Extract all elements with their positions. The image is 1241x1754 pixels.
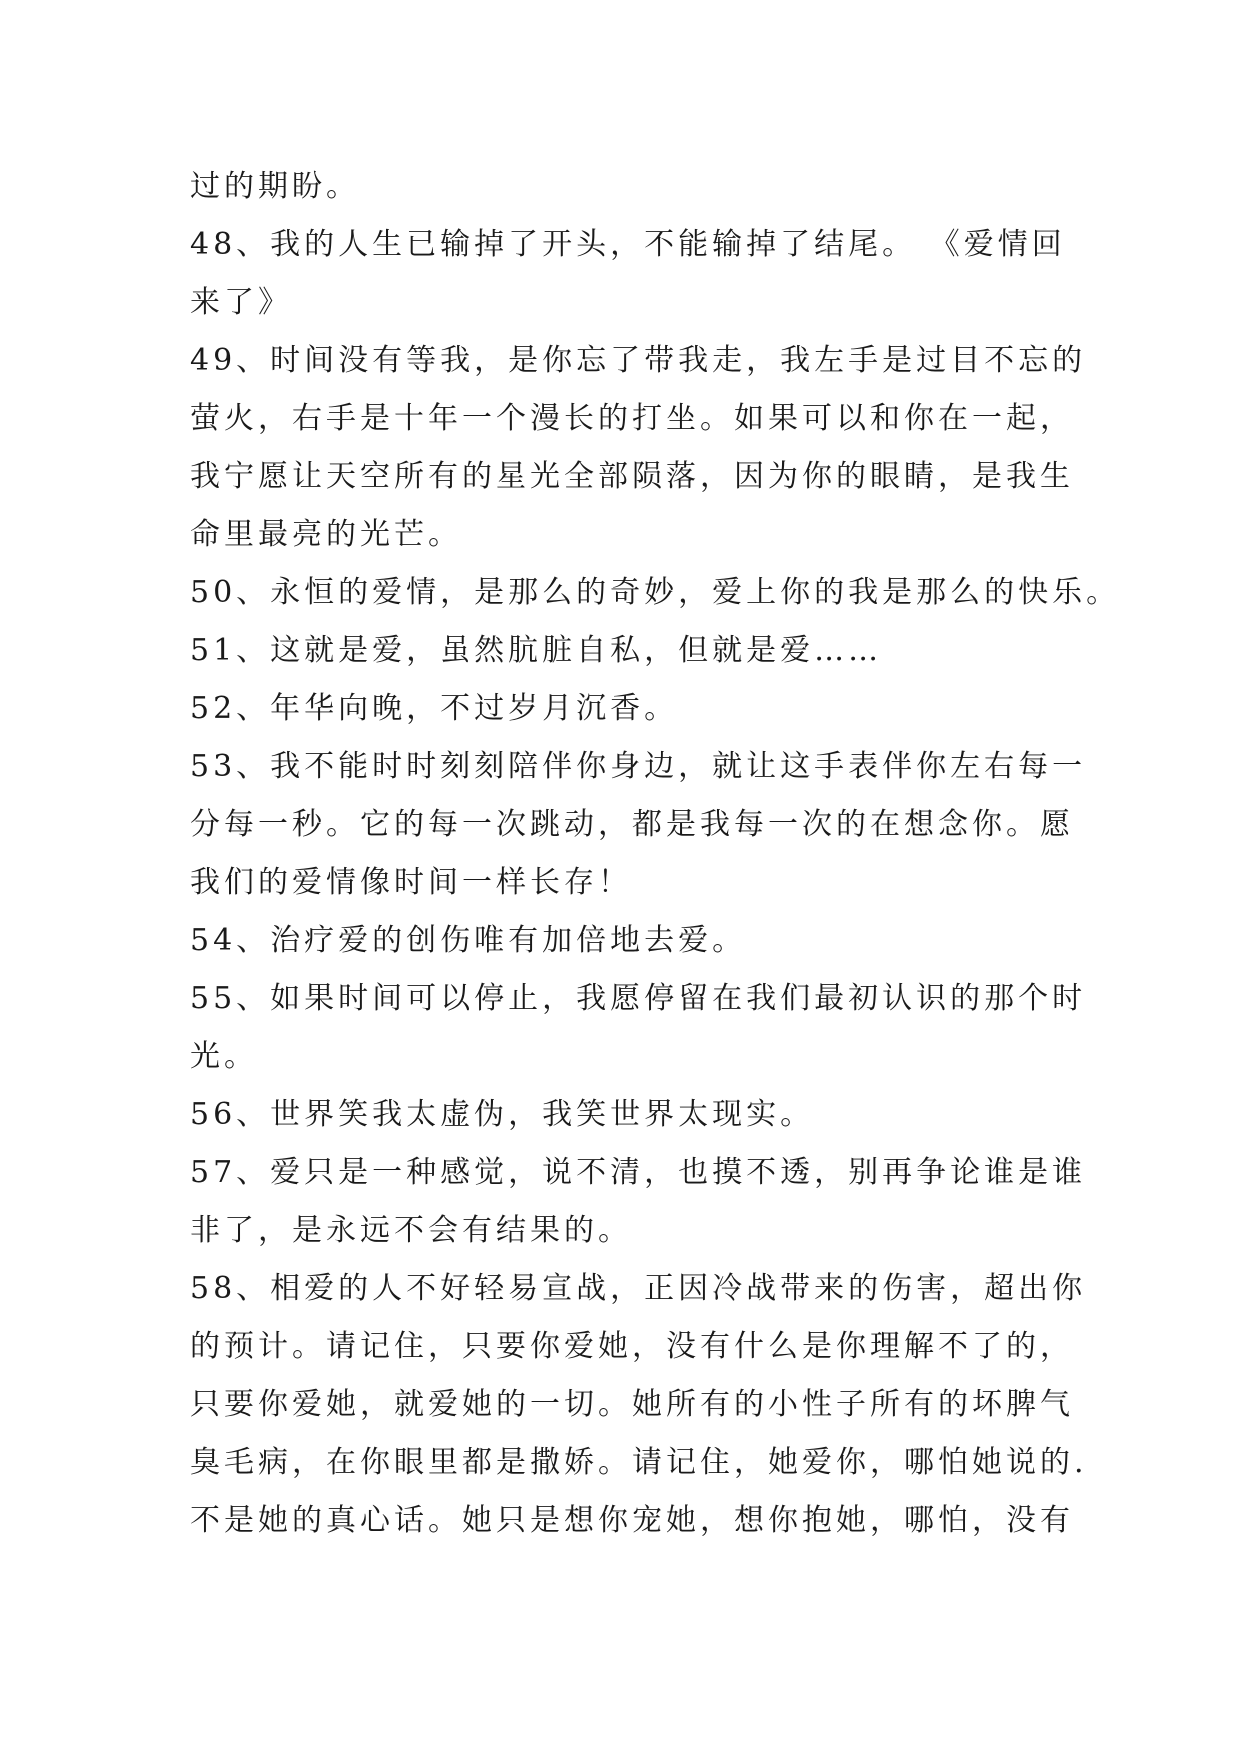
text-line: 不是她的真心话。她只是想你宠她，想你抱她，哪怕，没有 [190, 1503, 1074, 1538]
text-line: 的预计。请记住，只要你爱她，没有什么是你理解不了的， [190, 1329, 1074, 1364]
text-line: 54、治疗爱的创伤唯有加倍地去爱。 [190, 923, 747, 958]
text-line: 萤火，右手是十年一个漫长的打坐。如果可以和你在一起， [190, 401, 1074, 436]
text-line: 过的期盼。 [190, 169, 360, 204]
text-line: 我们的爱情像时间一样长存！ [190, 865, 632, 900]
text-line: 只要你爱她，就爱她的一切。她所有的小性子所有的坏脾气 [190, 1387, 1074, 1422]
text-line: 52、年华向晚，不过岁月沉香。 [190, 691, 679, 726]
text-line: 49、时间没有等我，是你忘了带我走，我左手是过目不忘的 [190, 343, 1087, 378]
text-line: 50、永恒的爱情，是那么的奇妙，爱上你的我是那么的快乐。 [190, 575, 1121, 610]
text-line: 53、我不能时时刻刻陪伴你身边，就让这手表伴你左右每一 [190, 749, 1087, 784]
text-line: 命里最亮的光芒。 [190, 517, 462, 552]
text-line: 55、如果时间可以停止，我愿停留在我们最初认识的那个时 [190, 981, 1087, 1016]
text-line: 51、这就是爱，虽然肮脏自私，但就是爱…… [190, 633, 883, 668]
text-line: 光。 [190, 1039, 258, 1074]
text-line: 臭毛病，在你眼里都是撒娇。请记住，她爱你，哪怕她说的. [190, 1445, 1088, 1480]
text-line: 58、相爱的人不好轻易宣战，正因冷战带来的伤害，超出你 [190, 1271, 1087, 1306]
text-line: 48、我的人生已输掉了开头，不能输掉了结尾。 《爱情回 [190, 227, 1066, 262]
text-line: 分每一秒。它的每一次跳动，都是我每一次的在想念你。愿 [190, 807, 1074, 842]
text-line: 57、爱只是一种感觉，说不清，也摸不透，别再争论谁是谁 [190, 1155, 1087, 1190]
text-line: 我宁愿让天空所有的星光全部陨落，因为你的眼睛，是我生 [190, 459, 1074, 494]
text-line: 非了，是永远不会有结果的。 [190, 1213, 632, 1248]
document-body [190, 158, 1121, 1550]
text-line: 来了》 [190, 285, 292, 320]
text-line: 56、世界笑我太虚伪，我笑世界太现实。 [190, 1097, 815, 1132]
